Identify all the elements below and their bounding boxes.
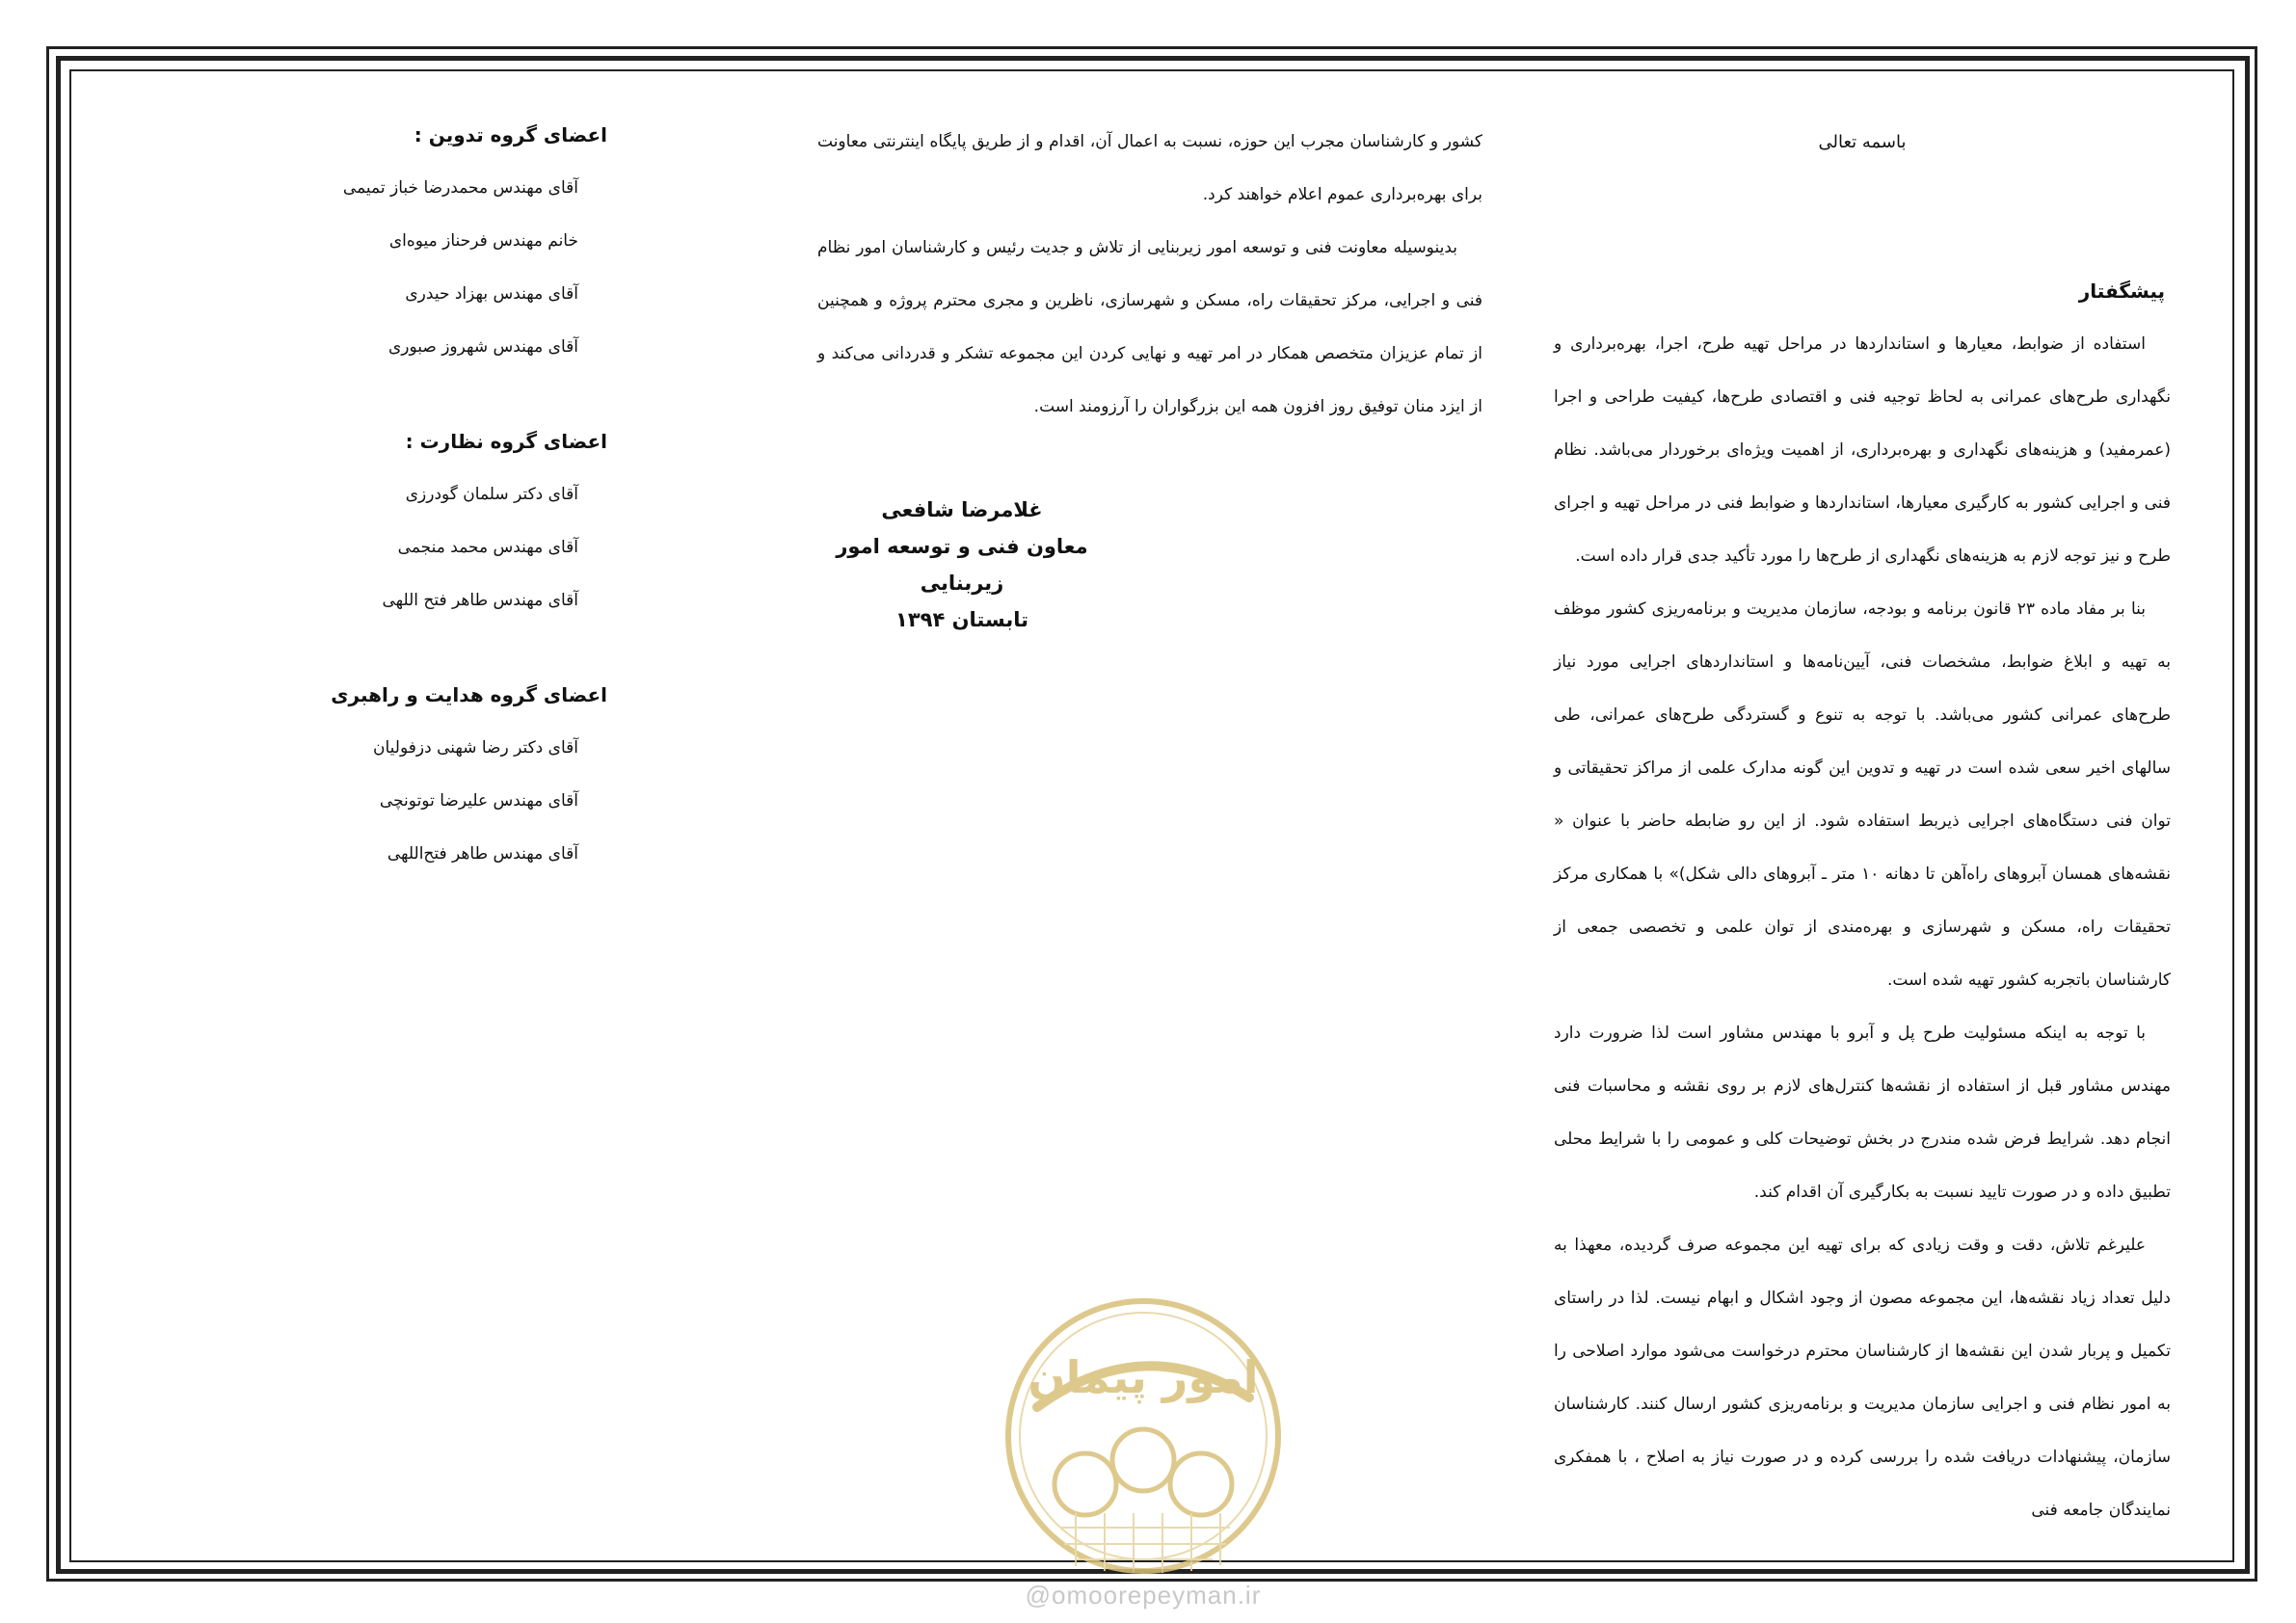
preface-paragraph: با توجه به اینکه مسئولیت طرح پل و آبرو با مهندس مشاور است لذا ضرورت دارد مهندس مشاور قبل از استفاده از نقشه‌ها کنترل‌های لازم بر روی نقشه و محاسبات فنی انجام دهد. شرایط فرض شده مندرج در بخش توضیحات کلی و عمومی را با شرایط محلی تطبیق داده و در صورت تایید نسبت به بکارگیری آن اقدام کند. bbox=[1554, 1024, 2171, 1202]
preface-paragraph: بنا بر مفاد ماده ۲۳ قانون برنامه و بودجه، سازمان مدیریت و برنامه‌ریزی کشور موظف به تهیه و ابلاغ ضوابط، مشخصات فنی، آیین‌نامه‌ها و استانداردهای اجرایی مورد نیاز طرح‌های عمرانی کشور می‌باشد. با توجه به تنوع و گستردگی طرح‌های عمرانی، طی سالهای اخیر سعی شده است در تهیه و تدوین این گونه مدارک علمی از مراکز تحقیقاتی و توان فنی دستگاه‌های اجرایی ذیربط استفاده شود. از این رو ضابطه حاضر با عنوان « نقشه‌های همسان آبروهای راه‌آهن تا دهانه ۱۰ متر ـ آبروهای دالی شکل)» با همکاری مرکز تحقیقات راه، مسکن و شهرسازی و بهره‌مندی از توان علمی و تخصصی جمعی از کارشناسان باتجربه کشور تهیه شده است. bbox=[1554, 599, 2171, 990]
acknowledgement-paragraph: بدینوسیله معاونت فنی و توسعه امور زیربنایی از تلاش و جدیت رئیس و کارشناسان امور نظام فنی و اجرایی، مرکز تحقیقات راه، مسکن و شهرسازی، ناظرین و مجری محترم پروژه و همچنین از تمام عزیزان متخصص همکار در امر تهیه و نهایی کردن این مجموعه تشکر و قدردانی می‌کند و از ایزد منان توفیق روز افزون همه این بزرگواران را آرزومند است. bbox=[817, 238, 1482, 416]
signature-block bbox=[817, 492, 1107, 638]
team-members-column bbox=[318, 116, 607, 929]
group-member: آقای مهندس طاهر فتح اللهی bbox=[382, 591, 578, 610]
watermark-logo-text: امور پیمان bbox=[1028, 1351, 1259, 1403]
signatory-title: معاون فنی و توسعه امور زیربنایی bbox=[836, 535, 1088, 595]
group-member: خانم مهندس فرحناز میوه‌ای bbox=[388, 231, 578, 251]
signature-date: تابستان ۱۳۹۴ bbox=[895, 608, 1028, 631]
group-member: آقای مهندس محمدرضا خباز تمیمی bbox=[342, 178, 578, 198]
group-member: آقای مهندس محمد منجمی bbox=[397, 538, 578, 557]
group-title: اعضای گروه نظارت : bbox=[405, 430, 607, 453]
steering-group bbox=[318, 676, 607, 881]
preface-title: پیشگفتار bbox=[2078, 279, 2165, 303]
group-member: آقای مهندس شهروز صبوری bbox=[387, 337, 578, 357]
group-member: آقای مهندس علیرضا توتونچی bbox=[379, 791, 578, 811]
supervision-group bbox=[318, 422, 607, 627]
preface-column bbox=[1554, 116, 2171, 1537]
preface-paragraph: استفاده از ضوابط، معیارها و استانداردها در مراحل تهیه طرح، اجرا، بهره‌برداری و نگهداری طرح‌های عمرانی به لحاظ توجیه فنی و اقتصادی طرح‌ها، کیفیت طراحی و اجرا (عمرمفید) و هزینه‌های نگهداری و بهره‌برداری، از اهمیت ویژه‌ای برخوردار می‌باشد. نظام فنی و اجرایی کشور به کارگیری معیارها، استانداردها و ضوابط فنی در مراحل تهیه و اجرای طرح و نیز توجه لازم به هزینه‌های نگهداری از طرح‌ها را مورد تأکید جدی قرار داده است. bbox=[1554, 334, 2171, 566]
bismillah-heading: باسمه تعالی bbox=[1818, 132, 1907, 152]
group-member: آقای دکتر سلمان گودرزی bbox=[405, 485, 578, 504]
continuation-paragraph: کشور و کارشناسان مجرب این حوزه، نسبت به اعمال آن، اقدام و از طریق پایگاه اینترنتی معاونت برای بهره‌برداری عموم اعلام خواهند کرد. bbox=[817, 132, 1482, 204]
group-title: اعضای گروه هدایت و راهبری bbox=[331, 683, 607, 706]
group-title: اعضای گروه تدوین : bbox=[414, 123, 607, 146]
group-member: آقای مهندس بهزاد حیدری bbox=[405, 284, 578, 304]
acknowledgement-column bbox=[817, 116, 1482, 434]
signatory-name: غلامرضا شافعی bbox=[881, 498, 1043, 521]
compilation-group bbox=[318, 116, 607, 374]
watermark-logo-icon bbox=[999, 1291, 1288, 1581]
preface-paragraph: علیرغم تلاش، دقت و وقت زیادی که برای تهیه این مجموعه صرف گردیده، معهذا به دلیل تعداد زیاد نقشه‌ها، این مجموعه مصون از وجود اشکال و ابهام نیست. لذا در راستای تکمیل و پربار شدن این نقشه‌ها از کارشناسان محترم درخواست می‌شود موارد اصلاحی را به امور نظام فنی و اجرایی سازمان مدیریت و برنامه‌ریزی کشور ارسال کنند. کارشناسان سازمان، پیشنهادات دریافت شده را بررسی کرده و در صورت نیاز به اصلاح ، با همفکری نمایندگان جامعه فنی bbox=[1554, 1236, 2171, 1520]
watermark-site-text: @omoorepeyman.ir bbox=[1025, 1581, 1262, 1610]
group-member: آقای دکتر رضا شهنی دزفولیان bbox=[373, 738, 578, 758]
group-member: آقای مهندس طاهر فتح‌اللهی bbox=[387, 844, 578, 864]
